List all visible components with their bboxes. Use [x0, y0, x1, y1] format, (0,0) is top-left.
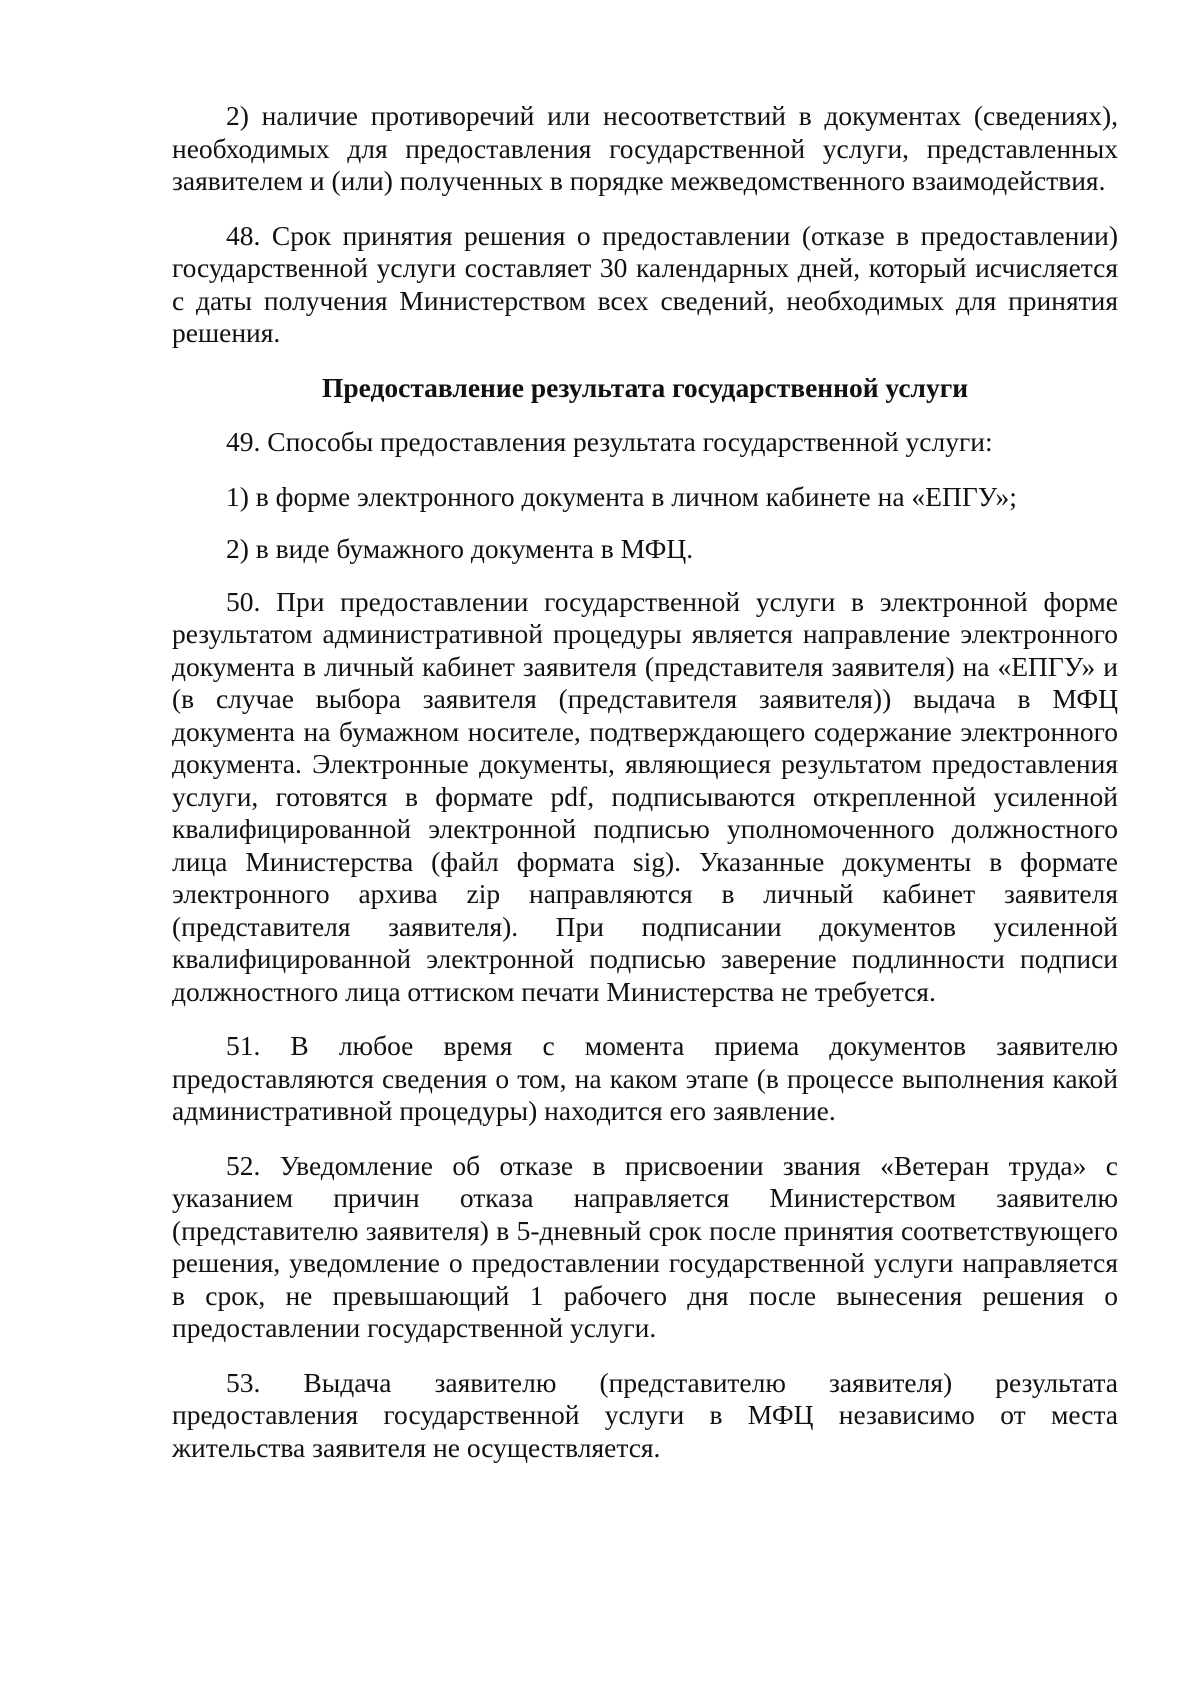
paragraph-47-item-2: 2) наличие противоречий или несоответствий в документах (сведениях), необходимых для предоставления государственной услуги, представленных заявителем и (или) полученных в порядке межведомственного взаимодействия.: [172, 100, 1118, 196]
section-heading: Предоставление результата государственной услуги: [321, 371, 969, 403]
paragraph-53: 53. Выдача заявителю (представителю заявителя) результата предоставления государственной услуги в МФЦ независимо от места жительства заявителя не осуществляется.: [172, 1366, 1118, 1463]
paragraph-51: 51. В любое время с момента приема документов заявителю предоставляются сведения о том, на каком этапе (в процессе выполнения какой административной процедуры) находится его заявление.: [172, 1030, 1118, 1126]
paragraph-50: 50. При предоставлении государственной услуги в электронной форме результатом административной процедуры является направление электронного документа в личный кабинет заявителя (представителя заявителя) на «ЕПГУ» и (в случае выбора заявителя (представителя заявителя)) выдача в МФЦ документа на бумажном носителе, подтверждающего содержание электронного документа. Электронные документы, являющиеся результатом предоставления услуги, готовятся в формате pdf, подписываются открепленной усиленной квалифицированной электронной подписью уполномоченного должностного лица Министерства (файл формата sig). Указанные документы в формате электронного архива zip направляются в личный кабинет заявителя (представителя заявителя). При подписании документов усиленной квалифицированной электронной подписью заверение подлинности подписи должностного лица оттиском печати Министерства не требуется.: [172, 585, 1118, 1007]
document-page: [172, 100, 1118, 1486]
paragraph-49: 49. Способы предоставления результата государственной услуги:: [226, 426, 993, 457]
paragraph-49-item-1: 1) в форме электронного документа в личном кабинете на «ЕПГУ»;: [226, 480, 1017, 512]
paragraph-52: 52. Уведомление об отказе в присвоении звания «Ветеран труда» с указанием причин отказа направляется Министерством заявителю (представителю заявителя) в 5-дневный срок после принятия соответствующего решения, уведомление о предоставлении государственной услуги направляется в срок, не превышающий 1 рабочего дня после вынесения решения о предоставлении государственной услуги.: [172, 1149, 1118, 1343]
paragraph-48: 48. Срок принятия решения о предоставлении (отказе в предоставлении) государственной услуги составляет 30 календарных дней, который исчисляется с даты получения Министерством всех сведений, необходимых для принятия решения.: [172, 219, 1118, 348]
paragraph-49-item-2: 2) в виде бумажного документа в МФЦ.: [226, 533, 694, 564]
